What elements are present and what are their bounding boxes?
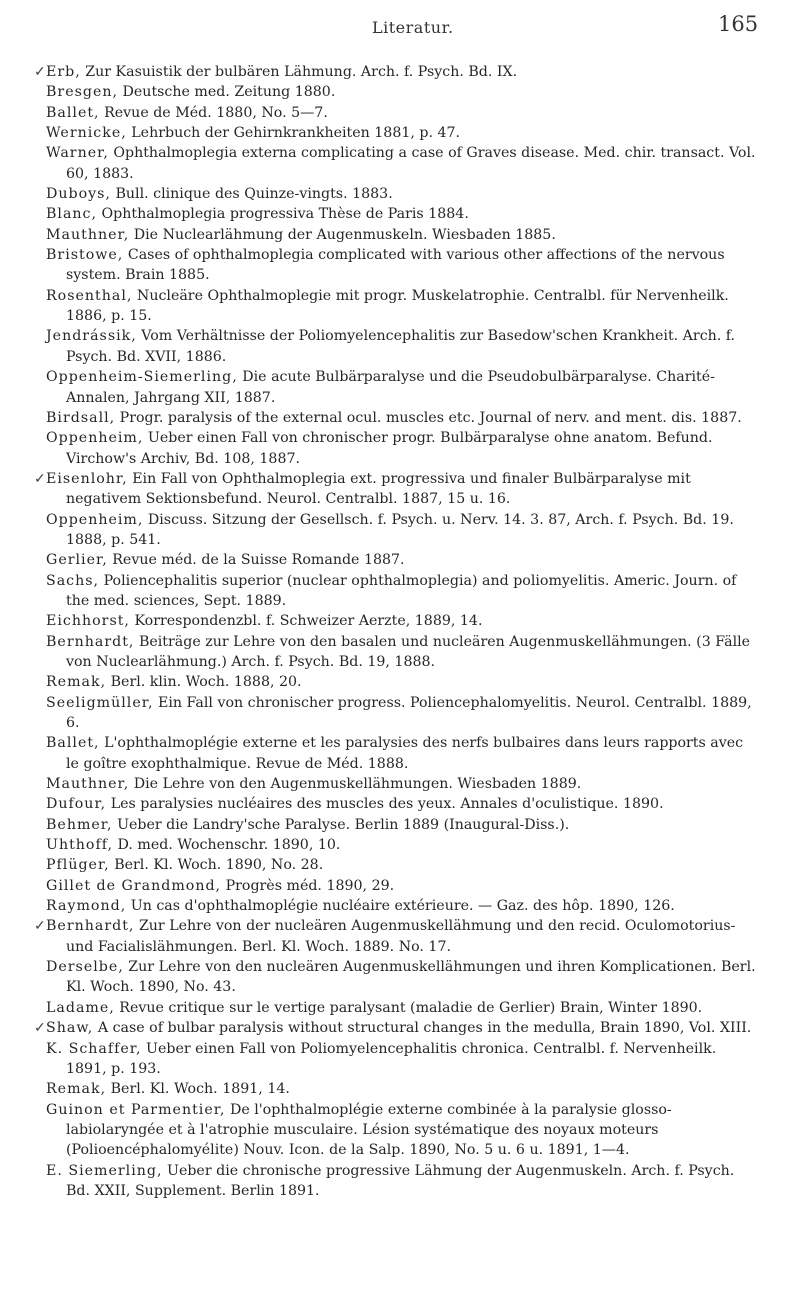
reference-text: Beiträge zur Lehre von den basalen und nucleären Augenmuskellähmungen. (3 Fälle von Nuclearlähmung.) Arch. f. Psych. Bd. 19, 1888. [66, 633, 751, 670]
reference-entry [46, 1100, 756, 1161]
reference-text: Progr. paralysis of the external ocul. muscles etc. Journal of nerv. and ment. dis. 1887. [119, 409, 742, 426]
reference-text: Korrespondenzbl. f. Schweizer Aerzte, 1889, 14. [134, 613, 483, 630]
reference-text: Ein Fall von chronischer progress. Poliencephalomyelitis. Neurol. Centralbl. 1889, 6. [66, 694, 752, 731]
reference-author: Bristowe, [46, 247, 124, 264]
reference-author: Bernhardt, [46, 633, 135, 650]
reference-text: Berl. klin. Woch. 1888, 20. [110, 674, 302, 691]
reference-text: Progrès méd. 1890, 29. [225, 877, 395, 894]
reference-author: Behmer, [46, 816, 113, 833]
reference-author: Jendrássik, [46, 328, 137, 345]
reference-author: Eichhorst, [46, 613, 130, 630]
reference-text: Ueber die chronische progressive Lähmung der Augenmuskeln. Arch. f. Psych. Bd. XXII, Supplement. Berlin 1891. [66, 1162, 735, 1199]
reference-entry [46, 815, 756, 835]
reference-text: Deutsche med. Zeitung 1880. [122, 84, 336, 101]
reference-author: Oppenheim-Siemerling, [46, 369, 238, 386]
reference-author: Gerlier, [46, 552, 108, 569]
reference-author: Ladame, [46, 999, 115, 1016]
reference-author: Ballet, [46, 104, 100, 121]
reference-text: Die Nuclearlähmung der Augenmuskeln. Wiesbaden 1885. [133, 226, 556, 243]
reference-author: Eisenlohr, [46, 470, 128, 487]
reference-entry [34, 1018, 756, 1038]
reference-text: Les paralysies nucléaires des muscles des yeux. Annales d'oculistique. 1890. [110, 796, 664, 813]
reference-entry [46, 408, 756, 428]
reference-author: Mauthner, [46, 776, 130, 793]
reference-author: Mauthner, [46, 226, 130, 243]
reference-author: Sachs, [46, 572, 100, 589]
reference-entry [46, 510, 756, 551]
reference-text: L'ophthalmoplégie externe et les paralysies des nerfs bulbaires dans leurs rapports avec le goître exophthalmique. Revue de Méd. 1888. [66, 735, 744, 772]
reference-text: Cases of ophthalmoplegia complicated with various other affections of the nervous system. Brain 1885. [66, 247, 725, 284]
page-number: 165 [718, 12, 759, 36]
reference-text: Un cas d'ophthalmoplégie nucléaire extérieure. — Gaz. des hôp. 1890, 126. [130, 898, 675, 915]
reference-author: Blanc, [46, 206, 98, 223]
reference-entry [46, 693, 756, 734]
reference-author: Uhthoff, [46, 837, 113, 854]
reference-text: Poliencephalitis superior (nuclear ophthalmoplegia) and poliomyelitis. Americ. Journ. of the med. sciences, Sept. 1889. [66, 572, 737, 609]
reference-text: Ueber einen Fall von chronischer progr. Bulbärparalyse ohne anatom. Befund. Virchow's Archiv, Bd. 108, 1887. [66, 430, 713, 467]
reference-entry [46, 876, 756, 896]
reference-entry [46, 225, 756, 245]
reference-entry [46, 1079, 756, 1099]
reference-author: Remak, [46, 674, 107, 691]
reference-text: Ueber einen Fall von Poliomyelencephalitis chronica. Centralbl. f. Nervenheilk. 1891, p. 193. [66, 1040, 717, 1077]
reference-entry [46, 367, 756, 408]
reference-entry [46, 1039, 756, 1080]
reference-entry [34, 916, 756, 957]
reference-entry [46, 571, 756, 612]
reference-author: Oppenheim, [46, 430, 144, 447]
reference-author: Derselbe, [46, 959, 124, 976]
reference-author: Oppenheim, [46, 511, 144, 528]
reference-author: Gillet de Grandmond, [46, 877, 222, 894]
reference-entry [46, 143, 756, 184]
reference-entry [46, 184, 756, 204]
reference-entry [46, 998, 756, 1018]
reference-entry [46, 794, 756, 814]
reference-author: Guinon et Parmentier, [46, 1101, 226, 1118]
reference-text: Die acute Bulbärparalyse und die Pseudobulbärparalyse. Charité-Annalen, Jahrgang XII, 1887. [66, 369, 715, 406]
reference-text: De l'ophthalmoplégie externe combinée à la paralysie glosso-labiolaryngée et à l'atrophie musculaire. Lésion systématique des noyaux moteurs (Polioencéphalomyélite) Nouv. Icon. de la Salp. 1890, No. 5 u. 6 u. 1891, 1—4. [66, 1101, 672, 1159]
reference-entry [46, 326, 756, 367]
reference-author: Warner, [46, 145, 109, 162]
reference-text: D. med. Wochenschr. 1890, 10. [117, 837, 341, 854]
reference-entry [46, 1161, 756, 1202]
reference-entry [46, 82, 756, 102]
reference-text: Zur Lehre von den nucleären Augenmuskellähmungen und ihren Komplicationen. Berl. Kl. Woch. 1890, No. 43. [66, 959, 756, 996]
reference-text: Nucleäre Ophthalmoplegie mit progr. Muskelatrophie. Centralbl. für Nervenheilk. 1886, p. 15. [66, 287, 729, 325]
check-mark-icon: ✓ [34, 64, 46, 80]
reference-author: Ballet, [46, 735, 100, 752]
reference-author: Bernhardt, [46, 918, 135, 935]
reference-text: Die Lehre von den Augenmuskellähmungen. Wiesbaden 1889. [133, 776, 582, 793]
reference-text: Lehrbuch der Gehirnkrankheiten 1881, p. 47. [131, 125, 461, 142]
reference-text: A case of bulbar paralysis without structural changes in the medulla, Brain 1890, Vol. XIII. [97, 1020, 752, 1037]
reference-entry [46, 428, 756, 469]
reference-author: Bresgen, [46, 84, 119, 101]
page-header [0, 12, 801, 42]
reference-author: E. Siemerling, [46, 1162, 163, 1179]
reference-text: Revue méd. de la Suisse Romande 1887. [112, 552, 405, 569]
reference-author: Erb, [46, 64, 81, 80]
check-mark-icon: ✓ [34, 470, 46, 487]
reference-text: Zur Kasuistik der bulbären Lähmung. Arch. f. Psych. Bd. IX. [85, 64, 518, 80]
reference-entry [46, 103, 756, 123]
reference-author: Remak, [46, 1081, 107, 1098]
reference-author: Dufour, [46, 796, 107, 813]
reference-entry [46, 733, 756, 774]
reference-author: K. Schaffer, [46, 1040, 142, 1057]
reference-entry [46, 957, 756, 998]
reference-entry [46, 672, 756, 692]
reference-entry [34, 62, 756, 82]
running-title: Literatur. [372, 18, 454, 37]
reference-author: Pflüger, [46, 857, 110, 874]
reference-entry [46, 245, 756, 286]
reference-text: Ophthalmoplegia progressiva Thèse de Paris 1884. [101, 206, 469, 223]
reference-text: Revue critique sur le vertige paralysant (maladie de Gerlier) Brain, Winter 1890. [119, 999, 703, 1016]
reference-author: Duboys, [46, 186, 111, 203]
reference-entry [46, 896, 756, 916]
reference-entry [46, 774, 756, 794]
reference-author: Seeligmüller, [46, 694, 154, 711]
reference-author: Wernicke, [46, 125, 127, 142]
reference-text: Bull. clinique des Quinze-vingts. 1883. [115, 186, 393, 203]
reference-entry [46, 123, 756, 143]
reference-text: Revue de Méd. 1880, No. 5—7. [104, 104, 328, 121]
reference-text: Discuss. Sitzung der Gesellsch. f. Psych. u. Nerv. 14. 3. 87, Arch. f. Psych. Bd. 19. 1888, p. 541. [66, 511, 734, 548]
reference-text: Zur Lehre von der nucleären Augenmuskellähmung und den recid. Oculomotorius- und Facialislähmungen. Berl. Kl. Woch. 1889. No. 17. [66, 918, 736, 955]
reference-entry [46, 204, 756, 224]
reference-entry [46, 286, 756, 327]
reference-entry [46, 550, 756, 570]
reference-text: Ophthalmoplegia externa complicating a case of Graves disease. Med. chir. transact. Vol. 60, 1883. [66, 145, 756, 182]
reference-entry [46, 611, 756, 631]
reference-text: Berl. Kl. Woch. 1890, No. 28. [114, 857, 324, 874]
reference-author: Shaw, [46, 1020, 94, 1037]
reference-list [34, 62, 756, 1201]
check-mark-icon: ✓ [34, 1020, 46, 1037]
reference-text: Berl. Kl. Woch. 1891, 14. [110, 1081, 290, 1098]
reference-text: Vom Verhältnisse der Poliomyelencephalitis zur Basedow'schen Krankheit. Arch. f. Psych. Bd. XVII, 1886. [66, 328, 736, 365]
reference-author: Rosenthal, [46, 287, 133, 304]
reference-author: Raymond, [46, 898, 127, 915]
reference-entry [34, 469, 756, 510]
reference-entry [46, 855, 756, 875]
reference-author: Birdsall, [46, 409, 116, 426]
reference-entry [46, 632, 756, 673]
reference-text: Ueber die Landry'sche Paralyse. Berlin 1889 (Inaugural-Diss.). [117, 816, 570, 833]
reference-text: Ein Fall von Ophthalmoplegia ext. progressiva und finaler Bulbärparalyse mit negativem Sektionsbefund. Neurol. Centralbl. 1887, 15 u. 16. [66, 470, 691, 508]
check-mark-icon: ✓ [34, 918, 46, 935]
reference-entry [46, 835, 756, 855]
